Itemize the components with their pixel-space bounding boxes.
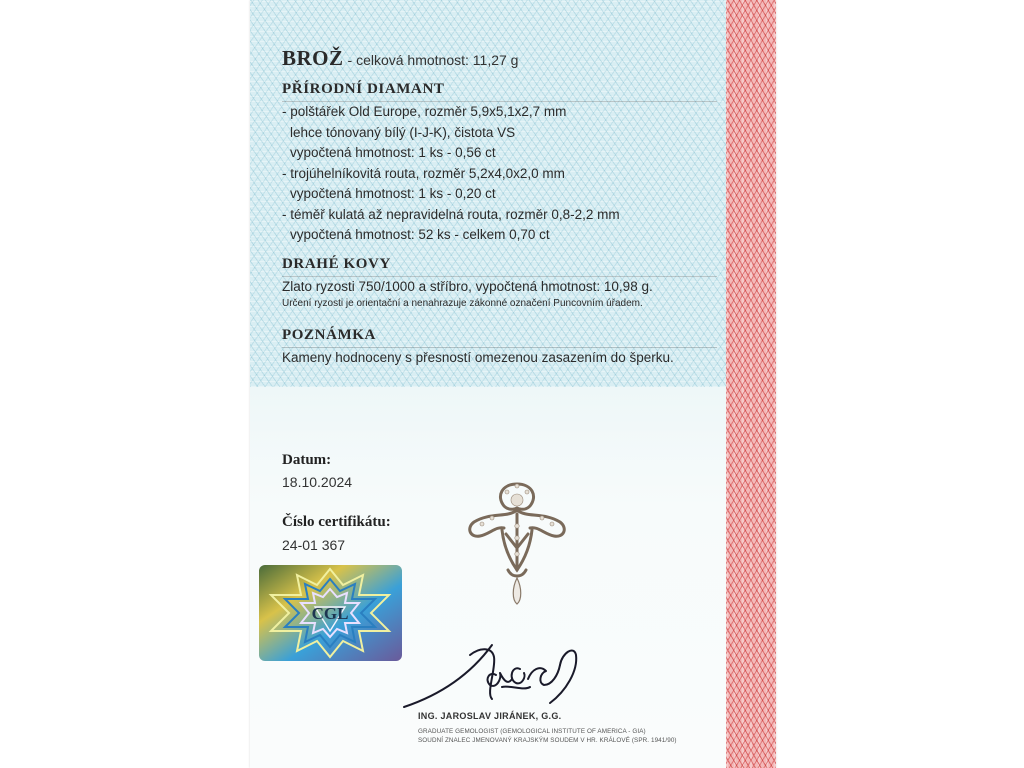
metals-heading: DRAHÉ KOVY — [282, 256, 717, 277]
diamond-line: vypočtená hmotnost: 1 ks - 0,56 ct — [290, 145, 496, 160]
metals-note: Určení ryzosti je orientační a nenahrazuje zákonné označení Puncovním úřadem. — [282, 298, 643, 309]
description-block — [282, 42, 727, 369]
gemologist-credential: SOUDNÍ ZNALEC JMENOVANÝ KRAJSKÝM SOUDEM V HR. KRÁLOVÉ (SPR. 1941/90) — [418, 737, 677, 744]
diamond-line: - polštářek Old Europe, rozměr 5,9x5,1x2,7 mm — [282, 104, 567, 119]
metals-line: Zlato ryzosti 750/1000 a stříbro, vypočtená hmotnost: 10,98 g. — [282, 278, 653, 294]
note-heading: POZNÁMKA — [282, 327, 717, 348]
date-value: 18.10.2024 — [282, 474, 353, 490]
certificate-sheet — [250, 0, 776, 768]
diamond-heading: PŘÍRODNÍ DIAMANT — [282, 81, 717, 102]
diamond-line: - téměř kulatá až nepravidelná routa, rozměr 0,8-2,2 mm — [282, 206, 620, 222]
diamond-line: vypočtená hmotnost: 1 ks - 0,20 ct — [290, 186, 496, 201]
diamond-line: lehce tónovaný bílý (I-J-K), čistota VS — [290, 124, 516, 140]
note-line: Kameny hodnoceny s přesností omezenou zasazením do šperku. — [282, 350, 674, 365]
security-band — [726, 0, 776, 768]
diamond-line: - trojúhelníkovitá routa, rozměr 5,2x4,0x2,0 mm — [282, 165, 565, 181]
brooch-photo — [462, 478, 572, 618]
cgl-hologram-logo — [259, 565, 402, 661]
gemologist-name: ING. JAROSLAV JIRÁNEK, G.G. — [418, 711, 562, 721]
cgl-logo-text: CGL — [311, 604, 349, 623]
gemologist-signature — [400, 635, 590, 715]
gemologist-credential: GRADUATE GEMOLOGIST (GEMOLOGICAL INSTITUTE OF AMERICA - GIA) — [418, 728, 646, 735]
item-title-line — [282, 46, 727, 71]
diamond-line: vypočtená hmotnost: 52 ks - celkem 0,70 ct — [290, 227, 550, 242]
item-title: BROŽ — [282, 46, 344, 70]
item-weight: - celková hmotnost: 11,27 g — [347, 52, 519, 68]
date-label: Datum: — [282, 452, 332, 468]
certificate-number-label: Číslo certifikátu: — [282, 514, 391, 530]
certificate-number-value: 24-01 367 — [282, 537, 346, 553]
